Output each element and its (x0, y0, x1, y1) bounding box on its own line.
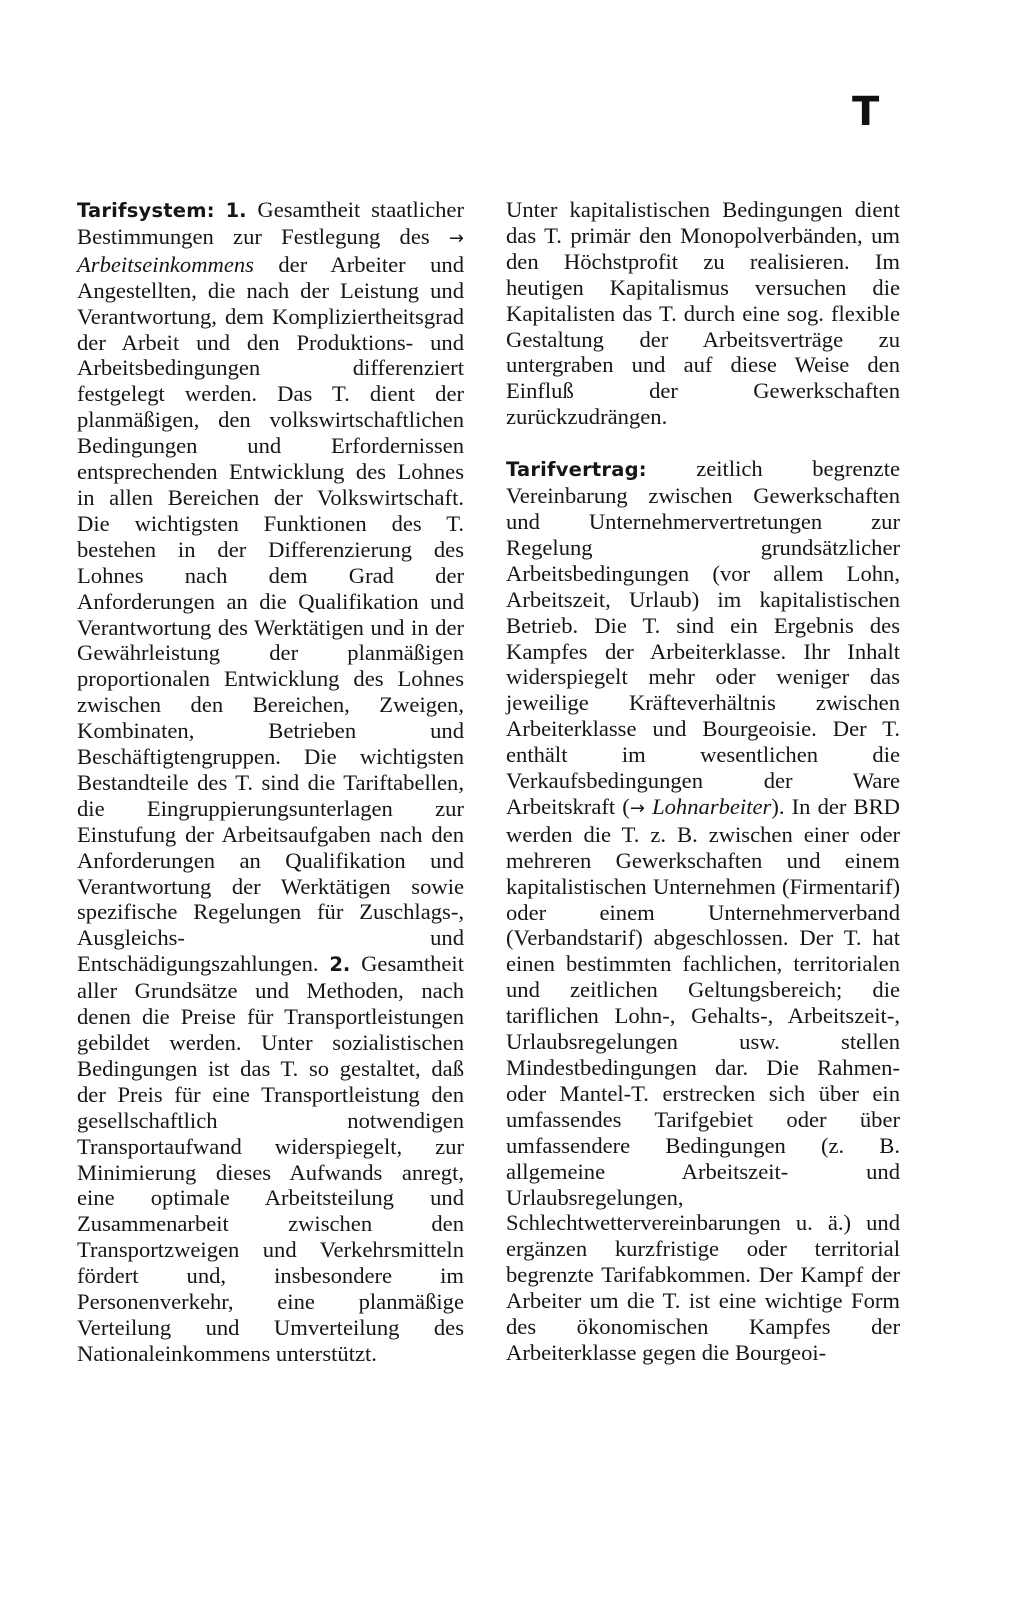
entry-headword: Tarifvertrag: (506, 458, 647, 482)
entry-text (506, 456, 900, 1366)
sense-number: 1. (225, 199, 247, 222)
entry-tarifvertrag (506, 456, 900, 1366)
cross-reference-link[interactable]: Lohnarbeiter (652, 793, 772, 819)
definition-text: zeitlich begrenzte Vereinbarung zwischen Gewerkschaften und Unternehmervertretungen zur Regelung grundsätzlicher Arbeitsbedingungen (vor allem Lohn, Arbeitszeit, Urlaub) im kapitalistischen Betrieb. Die T. sind ein Ergebnis des Kampfes der Arbeiterklasse. Ihr Inhalt widerspiegelt mehr oder weniger das jeweilige Kräfteverhältnis zwischen Arbeiterklasse und Bourgeoisie. Der T. enthält im wesentlichen die Verkaufsbedingungen der Ware Arbeitskraft ( (506, 456, 900, 819)
entry-spacer (506, 430, 900, 456)
cross-reference-link[interactable]: Arbeitseinkommens (77, 251, 254, 277)
definition-text: der Arbeiter und Angestellten, die nach der Leistung und Verantwortung, dem Kompliziertheitsgrad der Arbeit und den Produktions- und Arbeitsbedingungen differenziert festgelegt werden. Das T. dient der planmäßigen, den volkswirtschaftlichen Bedingungen und Erfordernissen entsprechenden Entwicklung des Lohnes in allen Bereichen der Volkswirtschaft. Die wichtigsten Funktionen des T. bestehen in der Differenzierung des Lohnes nach dem Grad der Anforderungen an die Qualifikation und Verantwortung des Werktätigen und in der Gewährleistung der planmäßigen proportionalen Entwicklung des Lohnes zwischen den Bereichen, Zweigen, Kombinaten, Betrieben und Beschäftigtengruppen. Die wichtigsten Bestandteile des T. sind die Tariftabellen, die Eingruppierungsunterlagen zur Einstufung der Arbeitsaufgaben nach den Anforderungen an Qualifikation und Verantwortung der Werktätigen sowie spezifische Regelungen für Zuschlags-, Ausgleichs- und Entschädigungszahlungen. (77, 251, 464, 977)
definition-text: ). In der BRD werden die T. z. B. zwischen einer oder mehreren Gewerkschaften und einem kapitalistischen Unternehmen (Firmentarif) oder einem Unternehmerverband (Verbandstarif) abgeschlossen. Der T. hat einen bestimmten fachlichen, territorialen und zeitlichen Geltungsbereich; die tariflichen Lohn-, Gehalts-, Arbeitszeit-, Urlaubsregelungen usw. stellen Mindestbedingungen dar. Die Rahmen- oder Mantel-T. erstrecken sich über ein umfassendes Tarifgebiet oder über umfassendere Bedingungen (z. B. allgemeine Arbeitszeit- und Urlaubsregelungen, Schlechtwettervereinbarungen u. ä.) und ergänzen kurzfristige oder territorial begrenzte Tarifabkommen. Der Kampf der Arbeiter um die T. ist eine wichtige Form des ökonomischen Kampfes der Arbeiterklasse gegen die Bourgeoi- (506, 793, 900, 1365)
left-column (77, 197, 464, 1367)
entry-headword: Tarifsystem: (77, 199, 215, 222)
entry-tarifsystem-continuation (506, 197, 900, 430)
definition-text: Gesamtheit aller Grundsätze und Methoden, nach denen die Preise für Transportleistungen gebildet werden. Unter sozialistischen Bedingungen ist das T. so gestaltet, daß der Preis für eine Transportleistung den gesellschaftlich notwendigen Transportaufwand widerspiegelt, zur Minimierung dieses Aufwands anregt, eine optimale Arbeitsteilung und Zusammenarbeit zwischen den Transportzweigen und Verkehrsmitteln fördert und, insbesondere im Personenverkehr, eine planmäßige Verteilung und Umverteilung des Nationaleinkommens unterstützt. (77, 951, 464, 1366)
definition-text: Gesamtheit staatlicher Bestimmungen zur Festlegung des (77, 197, 464, 249)
continuation-text: Unter kapitalistischen Bedingungen dient das T. primär den Monopolverbänden, um den Höchstprofit zu realisieren. Im heutigen Kapitalismus versuchen die Kapitalisten das T. durch eine sog. flexible Gestaltung der Arbeitsverträge zu untergraben und auf diese Weise den Einfluß der Gewerkschaften zurückzudrängen. (506, 197, 900, 430)
section-letter: T (852, 89, 880, 135)
cross-reference-arrow-icon: → (448, 227, 464, 249)
right-column (506, 197, 900, 1366)
cross-reference-arrow-icon: → (629, 797, 645, 819)
sense-number: 2. (329, 953, 351, 977)
entry-text (77, 197, 464, 1367)
entry-tarifsystem (77, 197, 464, 1367)
